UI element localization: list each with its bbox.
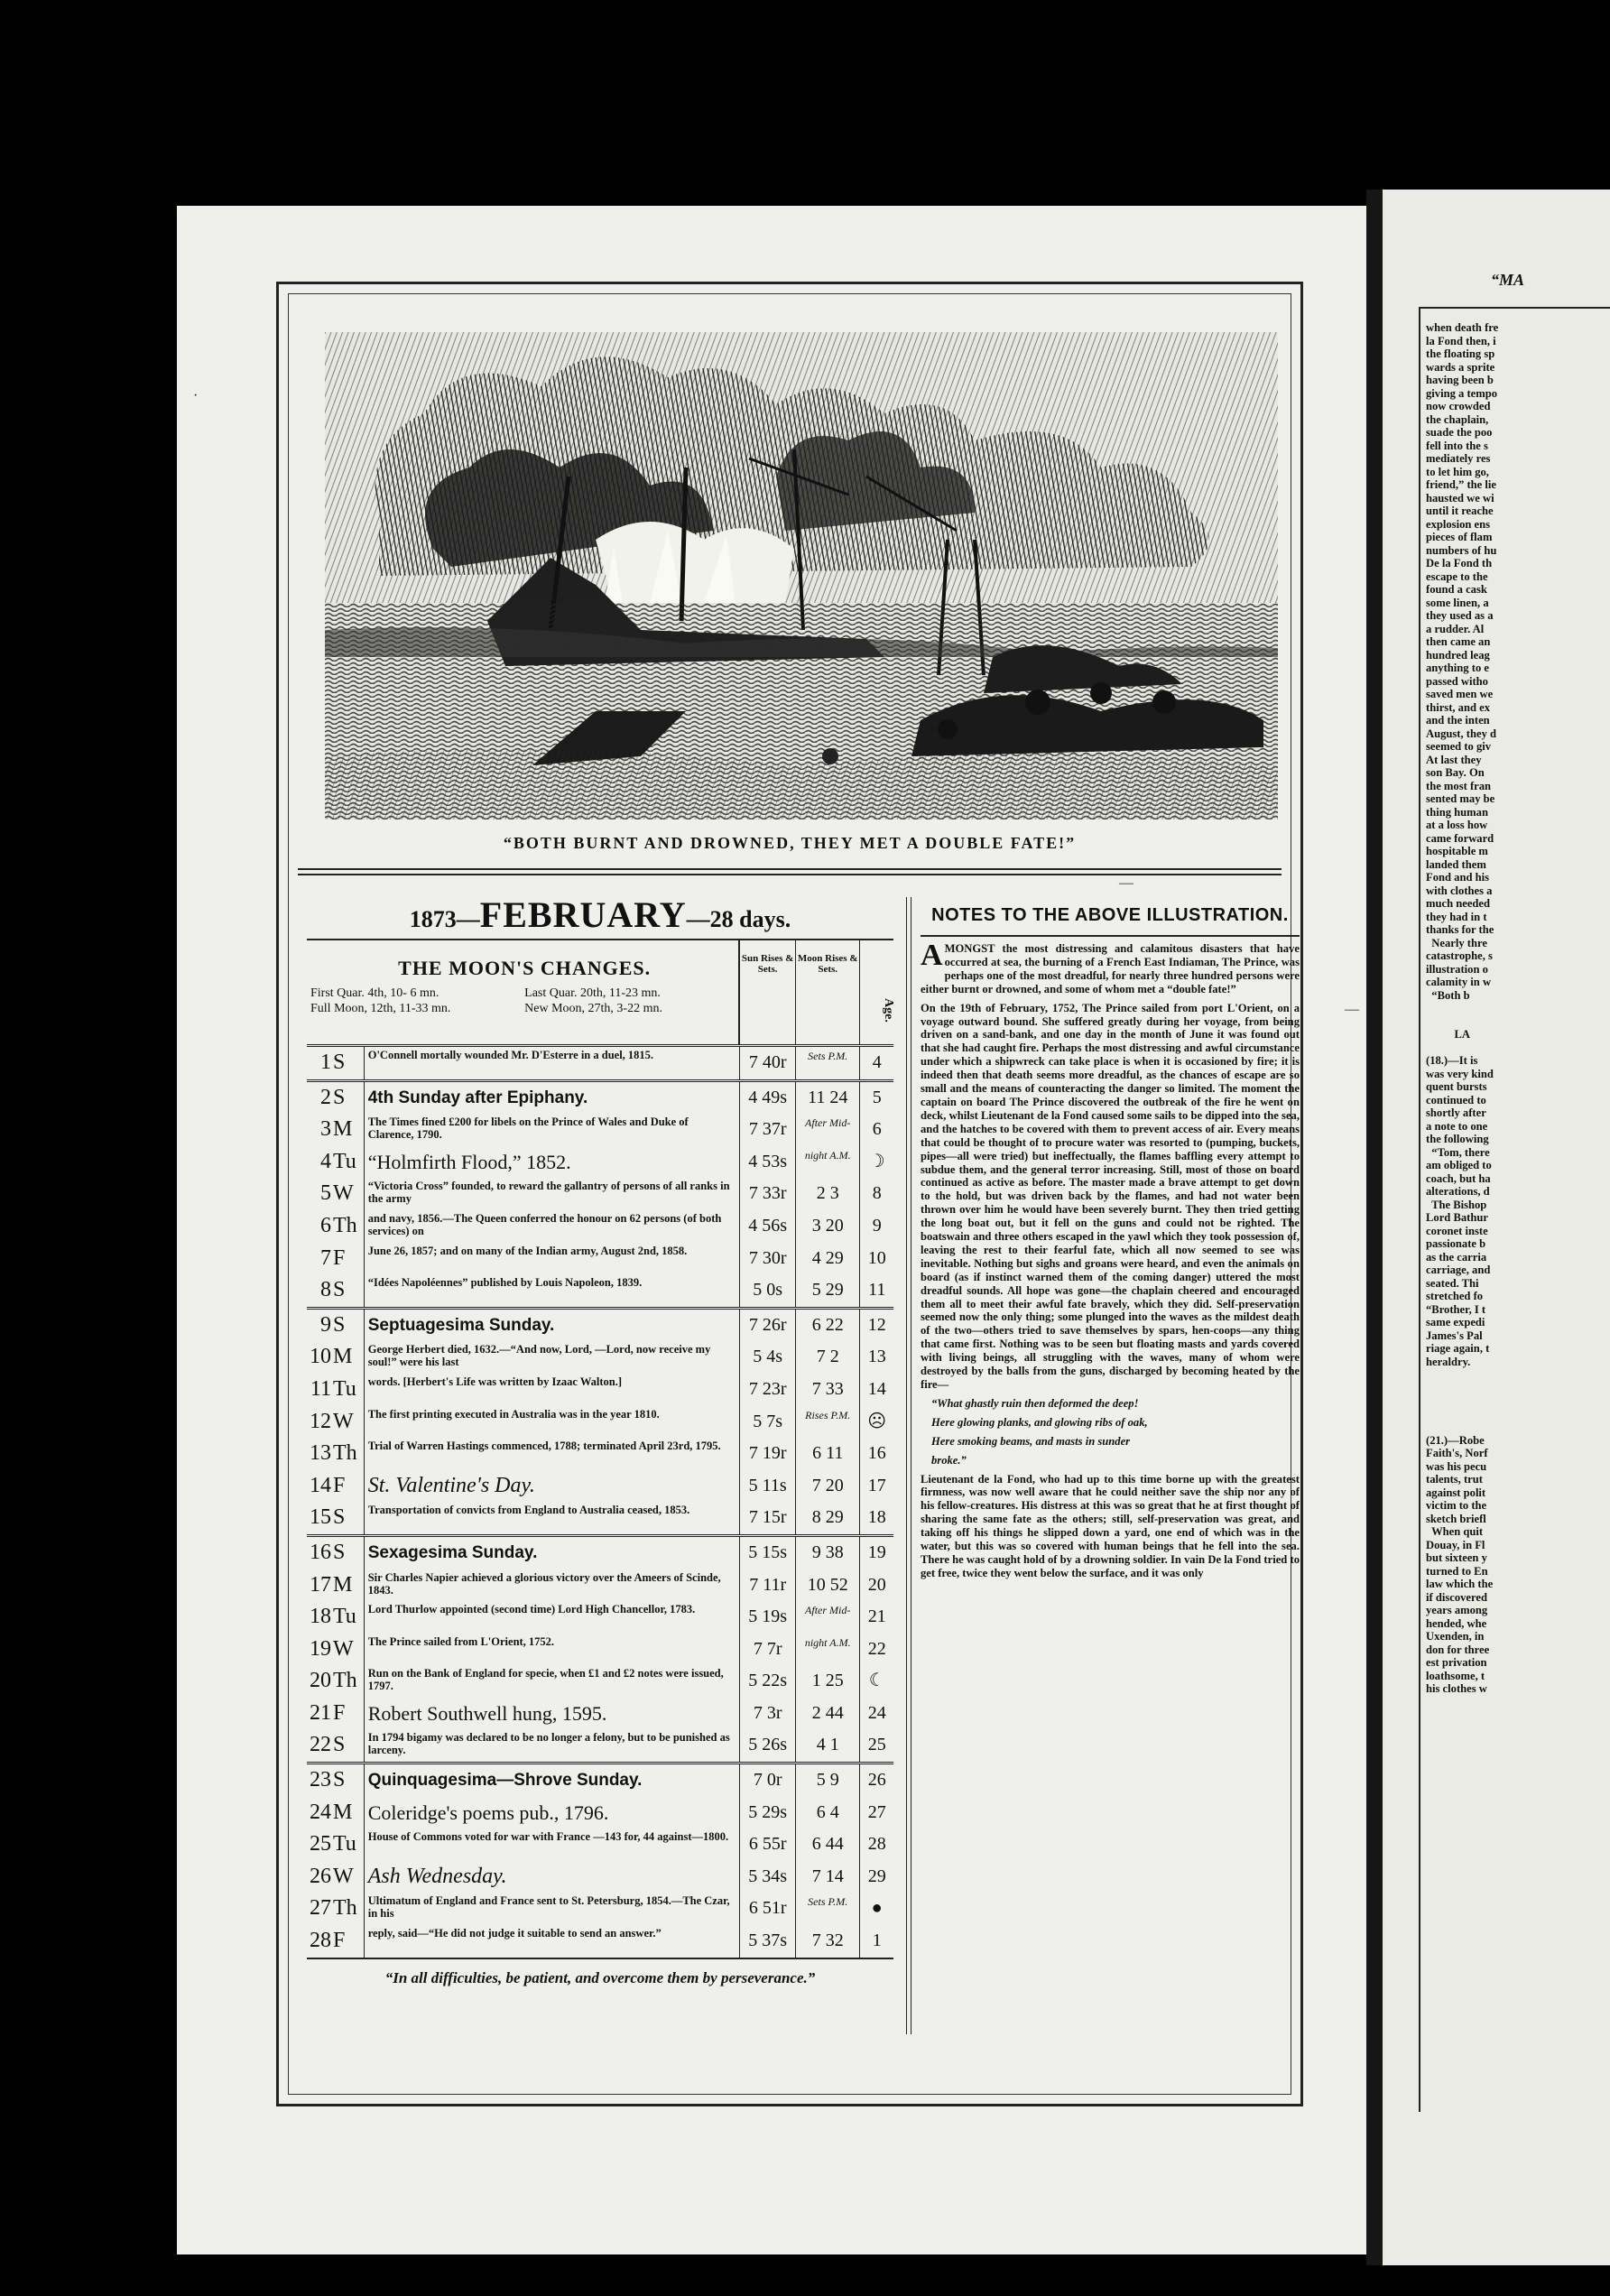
column-divider: [906, 897, 911, 2034]
day-date: 25: [309, 1832, 331, 1856]
calendar-week: [307, 1764, 893, 1959]
age-column-header: Age.: [882, 998, 895, 1023]
calendar-day-row: [307, 1537, 893, 1569]
moon-time: 6 11: [796, 1438, 860, 1470]
day-date: 22: [309, 1733, 331, 1757]
sun-time: 7 19r: [740, 1438, 796, 1470]
right-page: [1383, 190, 1610, 2265]
right-page-header: “MA: [1491, 271, 1525, 289]
left-page: [177, 206, 1366, 2254]
moon-time: Sets P.M.: [796, 1893, 860, 1925]
moon-age: 8: [872, 1183, 882, 1204]
sun-time: 7 37r: [740, 1114, 796, 1146]
moon-age: ☽: [868, 1151, 885, 1171]
day-weekday: Th: [331, 1438, 365, 1470]
calendar-week: [307, 1082, 893, 1310]
day-date: 3: [319, 1117, 331, 1142]
moon-age: ☾: [868, 1671, 885, 1691]
day-event: Ash Wednesday.: [365, 1861, 741, 1893]
moon-age: 19: [867, 1541, 886, 1562]
calendar-day-row: [307, 1406, 893, 1439]
moon-age: 1: [872, 1930, 882, 1951]
moon-time: 4 1: [796, 1729, 860, 1762]
sun-column-header: Sun Rises & Sets.: [740, 940, 796, 1044]
day-event: Transportation of convicts from England to Australia ceased, 1853.: [365, 1502, 741, 1534]
day-weekday: M: [331, 1797, 365, 1829]
calendar-week: [307, 1047, 893, 1082]
sun-time: 5 7s: [740, 1406, 796, 1439]
day-date: 16: [309, 1540, 331, 1564]
day-date: 28: [309, 1929, 331, 1953]
day-weekday: S: [331, 1310, 365, 1342]
moon-phase-full: Full Moon, 12th, 11-33 mn.: [310, 1002, 451, 1015]
calendar-day-row: [307, 1861, 893, 1893]
moon-time: 7 14: [796, 1861, 860, 1893]
day-date: 14: [309, 1473, 331, 1497]
moon-time: 6 4: [796, 1797, 860, 1829]
day-event: The Prince sailed from L'Orient, 1752.: [365, 1634, 741, 1666]
moon-time: night A.M.: [796, 1634, 860, 1666]
calendar-day-row: [307, 1893, 893, 1925]
calendar-day-row: [307, 1665, 893, 1698]
engraving-illustration: [325, 332, 1278, 819]
sun-time: 4 49s: [740, 1082, 796, 1115]
day-event: words. [Herbert's Life was written by Izaac Walton.]: [365, 1374, 741, 1406]
day-event: and navy, 1856.—The Queen conferred the honour on 62 persons (of both services) on: [365, 1210, 741, 1243]
calendar-day-row: [307, 1828, 893, 1861]
moon-time: 5 9: [796, 1764, 860, 1797]
poem-line: Here smoking beams, and masts in sunder: [931, 1434, 1131, 1448]
day-date: 8: [319, 1278, 331, 1302]
day-event: reply, said—“He did not judge it suitable to send an answer.”: [365, 1925, 741, 1958]
day-weekday: S: [331, 1047, 365, 1079]
day-event: St. Valentine's Day.: [365, 1470, 741, 1503]
day-weekday: W: [331, 1861, 365, 1893]
calendar-week: [307, 1537, 893, 1764]
calendar-day-row: [307, 1438, 893, 1470]
day-date: 12: [309, 1409, 331, 1433]
sun-time: 7 0r: [740, 1764, 796, 1797]
moon-changes-title: THE MOON'S CHANGES.: [398, 957, 652, 979]
day-weekday: Tu: [331, 1828, 365, 1861]
sun-time: 7 40r: [740, 1047, 796, 1079]
calendar-day-row: [307, 1310, 893, 1342]
moon-phase-first-quarter: First Quar. 4th, 10- 6 mn.: [310, 986, 440, 1000]
moon-time: Rises P.M.: [796, 1406, 860, 1439]
moon-time: 7 20: [796, 1470, 860, 1503]
burning-ship-engraving: [325, 332, 1278, 819]
calendar-day-row: [307, 1341, 893, 1374]
day-event: Run on the Bank of England for specie, when £1 and £2 notes were issued, 1797.: [365, 1665, 741, 1698]
moon-age: 16: [867, 1443, 886, 1464]
moon-age: ☹: [867, 1411, 887, 1431]
day-date: 18: [309, 1605, 331, 1629]
sun-time: 7 26r: [740, 1310, 796, 1342]
moon-time: 6 22: [796, 1310, 860, 1342]
day-date: 26: [309, 1864, 331, 1888]
day-weekday: W: [331, 1406, 365, 1439]
sun-time: 7 3r: [740, 1698, 796, 1730]
sun-time: 7 7r: [740, 1634, 796, 1666]
scan-mark: —: [1345, 1002, 1359, 1017]
day-weekday: W: [331, 1178, 365, 1210]
moon-time: 6 44: [796, 1828, 860, 1861]
day-weekday: Th: [331, 1210, 365, 1243]
day-date: 19: [309, 1636, 331, 1661]
moon-time: 7 33: [796, 1374, 860, 1406]
day-date: 4: [319, 1149, 331, 1173]
sun-time: 7 15r: [740, 1502, 796, 1534]
day-date: 10: [309, 1345, 331, 1369]
day-weekday: W: [331, 1634, 365, 1666]
day-event: 4th Sunday after Epiphany.: [365, 1082, 741, 1115]
calendar-header: [307, 940, 893, 1047]
day-event: “Victoria Cross” founded, to reward the gallantry of persons of all ranks in the army: [365, 1178, 741, 1210]
calendar-day-row: [307, 1210, 893, 1243]
moon-time: 2 3: [796, 1178, 860, 1210]
calendar-day-row: [307, 1243, 893, 1275]
day-date: 9: [319, 1312, 331, 1337]
calendar-title: [307, 890, 893, 940]
calendar-day-row: [307, 1374, 893, 1406]
day-event: Robert Southwell hung, 1595.: [365, 1698, 741, 1730]
sun-time: 5 11s: [740, 1470, 796, 1503]
day-weekday: S: [331, 1082, 365, 1115]
day-date: 15: [309, 1505, 331, 1530]
notes-poem: [921, 1397, 1300, 1467]
day-weekday: Tu: [331, 1146, 365, 1179]
divider-rule: [298, 868, 1282, 870]
sun-time: 5 34s: [740, 1861, 796, 1893]
sun-time: 5 15s: [740, 1537, 796, 1569]
moon-time: After Mid-: [796, 1601, 860, 1634]
notes-paragraph: On the 19th of February, 1752, The Prince sailed from port L'Orient, on a voyage outward bound. She suffered greatly during her voyage, from being driven on a sand-bank, and one day in the month of June it was found out that she had caught fire. Perhaps the most distressing and awful circumstance under which a shipwreck can take place is when it is occasioned by fire; it is indeed then that death seems more dreadful, as the chances of escape are so small and the means of counteracting the danger so limited. The moment the captain on board The Prince discovered the outbreak of the fire he went on deck, whilst Lieutenant de la Fond caused some sails to be dipped into the sea, and the hatches to be covered with them to prevent access of air. Every means that could be thought of to procure water was resorted to (pumping, buckets, pipes—all were tried) but ineffectually, the flames baffling every attempt to subdue them, and the general terror increasing. Still, most of those on board continued as active as before. The master made a brave attempt to get down to the hold, but was driven back by the flames, and had not water been thrown over him he would have been severely burnt. They then tried getting the long boat out, but it fell on the guns and could not be righted. The boatswain and three others escaped in the yawl which they took possession of, leaving the rest to their fearful fate, which all now seemed to see was inevitable. Nothing but sighs and groans were heard, and even the animals on board (as if instinct warned them of the coming danger) uttered the most dreadful sounds. All hope was gone—the chaplain cheered and encouraged them all to meet their awful fate bravely, which they did. Self-preservation seemed now the only thing; some plunged into the waves as the mildest death of the two—others tried to save themselves by spars, hen-coops—any thing that came first. Nothing was to be seen but floating masts and yards covered with living beings, all struggling with the waves, many of whom were destroyed by the balls from the guns, discharged by becoming heated by the fire—: [921, 1001, 1300, 1391]
notes-paragraph: Lieutenant de la Fond, who had up to this time borne up with the greatest firmness, was now well aware that he could neither save the ship nor any of his fellow-creatures. His distress at this was so great that he at first thought of sharing the same fate as the others; still, self-preservation was great, and taking off his things he slipped down a yard, one end of which was in the water, but this was so covered with human beings that he fell into the sea. There he was caught hold of by a drowning soldier. In vain De la Fond tried to get free, twice they went below the surface, and it was only: [921, 1472, 1300, 1579]
day-event: O'Connell mortally wounded Mr. D'Esterre in a duel, 1815.: [365, 1047, 741, 1079]
moon-age: 29: [867, 1866, 886, 1886]
day-weekday: Tu: [331, 1374, 365, 1406]
calendar-day-row: [307, 1114, 893, 1146]
day-weekday: S: [331, 1274, 365, 1307]
moon-age: 11: [868, 1280, 886, 1301]
calendar-day-row: [307, 1925, 893, 1958]
day-event: Sir Charles Napier achieved a glorious victory over the Ameers of Scinde, 1843.: [365, 1569, 741, 1602]
moon-time: 8 29: [796, 1502, 860, 1534]
poem-line: “What ghastly ruin then deformed the deep!: [931, 1396, 1139, 1410]
poem-line: broke.”: [931, 1453, 967, 1467]
sun-time: 7 30r: [740, 1243, 796, 1275]
day-date: 21: [309, 1700, 331, 1725]
moon-age: 20: [867, 1574, 886, 1595]
day-weekday: M: [331, 1341, 365, 1374]
day-event: Trial of Warren Hastings commenced, 1788; terminated April 23rd, 1795.: [365, 1438, 741, 1470]
day-weekday: F: [331, 1698, 365, 1730]
right-page-text: when death fre la Fond then, i the floating sp wards a sprite having been b giving a tempo now crowded the chaplain, suade the poo fell into the s mediately res to let him go, friend,” the lie hausted we wi until it reache explosion ens pieces of flam numbers of hu De la Fond th escape to the found a cask some linen, a they used as a a rudder. Al then came an hundred leag anything to e passed witho saved men we thirst, and ex and the inten August, they d seemed to giv At last they son Bay. On the most fran sented may be thing human at a loss how came forward hospitable m landed them Fond and his with clothes a much needed they had in t thanks for the Nearly thre catastrophe, s illustration o calamity in w “Both b LA (18.)—It is was very kind quent bursts continued to shortly after a note to one the following “Tom, there am obliged to coach, but ha alterations, d The Bishop Lord Bathur coronet inste passionate b as the carria carriage, and seated. Thi stretched fo “Brother, I t same expedi James's Pal riage again, t heraldry. (21.)—Robe Faith's, Norf was his pecu talents, trut against polit victim to the sketch briefl When quit Douay, in Fl but sixteen y turned to En law which the if discovered years among hended, whe Uxenden, in don for three est privation loathsome, t his clothes w: [1426, 321, 1499, 1695]
sun-time: 5 37s: [740, 1925, 796, 1958]
moon-time: 1 25: [796, 1665, 860, 1698]
moon-changes: [307, 940, 740, 1044]
moon-time: 9 38: [796, 1537, 860, 1569]
moon-phase-new: New Moon, 27th, 3-22 mn.: [524, 1002, 662, 1015]
day-event: Quinquagesima—Shrove Sunday.: [365, 1764, 741, 1797]
moon-age: 12: [867, 1314, 886, 1335]
notes-paragraph: AMONGST the most distressing and calamitous disasters that have occurred at sea, the burning of a French East Indiaman, The Prince, was perhaps one of the most dreadful, for nearly three hundred persons were either burnt or drowned, and some of whom met a “double fate!”: [921, 939, 1300, 995]
moon-time: 7 2: [796, 1341, 860, 1374]
calendar-day-row: [307, 1729, 893, 1762]
sun-time: 5 0s: [740, 1274, 796, 1307]
scan-mark: —: [1119, 875, 1133, 891]
day-event: Lord Thurlow appointed (second time) Lord High Chancellor, 1783.: [365, 1601, 741, 1634]
illustration-notes: [921, 897, 1300, 2025]
page-frame: [276, 282, 1303, 2106]
moon-changes-grid: [310, 986, 738, 1016]
calendar-day-row: [307, 1470, 893, 1503]
day-date: 17: [309, 1572, 331, 1597]
february-calendar: [307, 890, 893, 2027]
calendar-day-row: [307, 1764, 893, 1797]
calendar-rows: [307, 1047, 893, 1959]
day-date: 13: [309, 1441, 331, 1466]
sun-time: 7 33r: [740, 1178, 796, 1210]
day-event: The first printing executed in Australia was in the year 1810.: [365, 1406, 741, 1439]
calendar-day-row: [307, 1601, 893, 1634]
moon-time: 3 20: [796, 1210, 860, 1243]
calendar-day-row: [307, 1502, 893, 1534]
calendar-day-row: [307, 1274, 893, 1307]
divider-rule: [298, 874, 1282, 875]
calendar-days-note: —28 days.: [686, 906, 791, 932]
calendar-motto: “In all difficulties, be patient, and overcome them by perseverance.”: [384, 1968, 816, 1986]
day-weekday: F: [331, 1925, 365, 1958]
sun-time: 7 11r: [740, 1569, 796, 1602]
calendar-day-row: [307, 1082, 893, 1115]
day-weekday: S: [331, 1764, 365, 1797]
day-event: June 26, 1857; and on many of the Indian army, August 2nd, 1858.: [365, 1243, 741, 1275]
calendar-day-row: [307, 1634, 893, 1666]
day-event: Ultimatum of England and France sent to St. Petersburg, 1854.—The Czar, in his: [365, 1893, 741, 1925]
illustration-caption: “BOTH BURNT AND DROWNED, THEY MET A DOUBLE FATE!”: [503, 834, 1077, 852]
moon-time: night A.M.: [796, 1146, 860, 1179]
notes-title: NOTES TO THE ABOVE ILLUSTRATION.: [921, 897, 1300, 937]
sun-time: 6 55r: [740, 1828, 796, 1861]
moon-phase-last-quarter: Last Quar. 20th, 11-23 mn.: [524, 986, 661, 1000]
moon-time: 4 29: [796, 1243, 860, 1275]
day-weekday: Th: [331, 1893, 365, 1925]
moon-time: 2 44: [796, 1698, 860, 1730]
day-date: 5: [319, 1181, 331, 1206]
day-event: In 1794 bigamy was declared to be no longer a felony, but to be punished as larceny.: [365, 1729, 741, 1762]
moon-time: 7 32: [796, 1925, 860, 1958]
moon-column-header: Moon Rises & Sets.: [796, 940, 860, 1044]
day-date: 27: [309, 1896, 331, 1921]
moon-age: 28: [867, 1834, 886, 1855]
day-date: 1: [319, 1051, 331, 1074]
calendar-month: FEBRUARY: [479, 894, 687, 935]
sun-time: 5 19s: [740, 1601, 796, 1634]
sun-time: 6 51r: [740, 1893, 796, 1925]
day-weekday: F: [331, 1243, 365, 1275]
moon-time: Sets P.M.: [796, 1047, 860, 1079]
moon-age: 14: [867, 1378, 886, 1399]
calendar-day-row: [307, 1146, 893, 1179]
moon-age: ●: [871, 1898, 883, 1919]
day-event: Sexagesima Sunday.: [365, 1537, 741, 1569]
scan-mark: ·: [193, 388, 199, 403]
sun-time: 4 56s: [740, 1210, 796, 1243]
sun-time: 7 23r: [740, 1374, 796, 1406]
sun-time: 5 4s: [740, 1341, 796, 1374]
calendar-day-row: [307, 1797, 893, 1829]
day-date: 11: [310, 1376, 331, 1401]
calendar-day-row: [307, 1047, 893, 1079]
day-weekday: M: [331, 1114, 365, 1146]
moon-age: 27: [867, 1801, 886, 1822]
day-date: 23: [309, 1768, 331, 1792]
page-gutter: [1366, 190, 1383, 2265]
sun-time: 5 26s: [740, 1729, 796, 1762]
day-event: “Holmfirth Flood,” 1852.: [365, 1146, 741, 1179]
moon-age: 5: [872, 1087, 882, 1107]
day-weekday: S: [331, 1729, 365, 1762]
moon-time: 11 24: [796, 1082, 860, 1115]
day-date: 24: [309, 1800, 331, 1824]
moon-age: 21: [867, 1606, 886, 1627]
day-weekday: S: [331, 1502, 365, 1534]
day-event: “Idées Napoléennes” published by Louis Napoleon, 1839.: [365, 1274, 741, 1307]
moon-age: 10: [867, 1247, 886, 1268]
day-event: George Herbert died, 1632.—“And now, Lord, —Lord, now receive my soul!” were his last: [365, 1341, 741, 1374]
day-weekday: M: [331, 1569, 365, 1602]
moon-age: 13: [867, 1347, 886, 1367]
calendar-day-row: [307, 1178, 893, 1210]
day-weekday: F: [331, 1470, 365, 1503]
moon-age: 4: [872, 1052, 882, 1072]
calendar-week: [307, 1310, 893, 1537]
day-date: 7: [319, 1245, 331, 1270]
moon-time: 5 29: [796, 1274, 860, 1307]
moon-age: 9: [872, 1215, 882, 1236]
day-weekday: Tu: [331, 1601, 365, 1634]
sun-time: 4 53s: [740, 1146, 796, 1179]
moon-time: 10 52: [796, 1569, 860, 1602]
day-event: House of Commons voted for war with France —143 for, 44 against—1800.: [365, 1828, 741, 1861]
sun-time: 5 22s: [740, 1665, 796, 1698]
moon-age: 26: [867, 1770, 886, 1791]
day-date: 6: [319, 1213, 331, 1237]
moon-age: 17: [867, 1475, 886, 1495]
day-date: 20: [309, 1669, 331, 1693]
moon-age: 24: [867, 1702, 886, 1723]
poem-line: Here glowing planks, and glowing ribs of oak,: [931, 1415, 1148, 1429]
calendar-year: 1873—: [409, 906, 480, 932]
moon-age: 6: [872, 1119, 882, 1140]
day-event: The Times fined £200 for libels on the Prince of Wales and Duke of Clarence, 1790.: [365, 1114, 741, 1146]
day-weekday: Th: [331, 1665, 365, 1698]
calendar-day-row: [307, 1569, 893, 1602]
moon-age: 18: [867, 1507, 886, 1528]
page-frame-inner: [288, 293, 1300, 2095]
day-weekday: S: [331, 1537, 365, 1569]
sun-time: 5 29s: [740, 1797, 796, 1829]
moon-time: After Mid-: [796, 1114, 860, 1146]
day-date: 2: [319, 1085, 331, 1109]
moon-age: 22: [867, 1638, 886, 1659]
day-event: Coleridge's poems pub., 1796.: [365, 1797, 741, 1829]
moon-age: 25: [867, 1735, 886, 1755]
day-event: Septuagesima Sunday.: [365, 1310, 741, 1342]
calendar-day-row: [307, 1698, 893, 1730]
